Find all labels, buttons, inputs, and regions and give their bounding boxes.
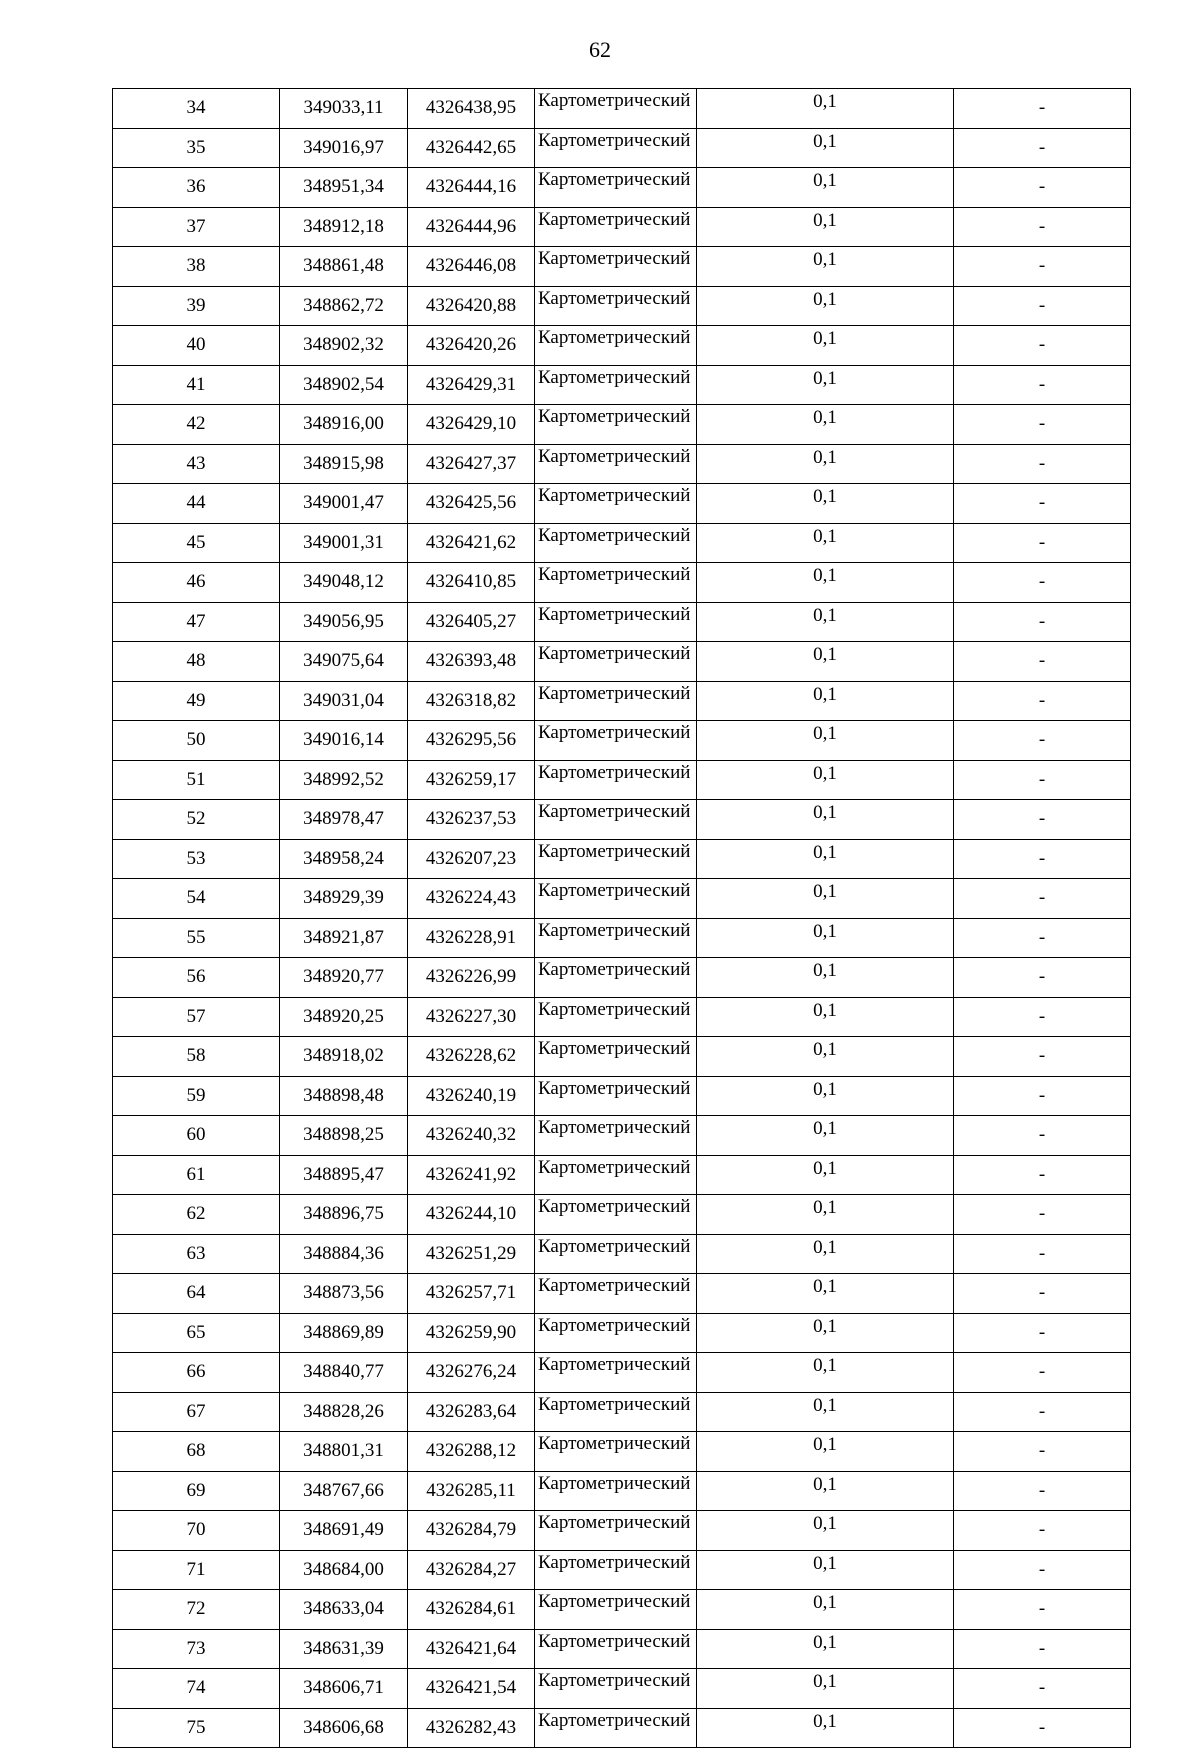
y-coordinate-cell: 4326318,82 — [408, 681, 535, 721]
table-row — [113, 1313, 1131, 1353]
table-row — [113, 1234, 1131, 1274]
method-cell: Картометрический — [535, 1353, 697, 1393]
y-coordinate-cell: 4326276,24 — [408, 1353, 535, 1393]
point-number-cell: 75 — [113, 1708, 280, 1748]
table-row — [113, 800, 1131, 840]
accuracy-cell: 0,1 — [697, 1155, 954, 1195]
table-row — [113, 1432, 1131, 1472]
x-coordinate-cell: 348902,32 — [280, 326, 408, 366]
accuracy-cell: 0,1 — [697, 839, 954, 879]
description-cell: - — [954, 89, 1131, 129]
method-cell: Картометрический — [535, 997, 697, 1037]
y-coordinate-cell: 4326442,65 — [408, 128, 535, 168]
table-row — [113, 1471, 1131, 1511]
method-cell: Картометрический — [535, 1550, 697, 1590]
y-coordinate-cell: 4326227,30 — [408, 997, 535, 1037]
description-cell: - — [954, 484, 1131, 524]
method-cell: Картометрический — [535, 1471, 697, 1511]
accuracy-cell: 0,1 — [697, 1669, 954, 1709]
x-coordinate-cell: 348898,48 — [280, 1076, 408, 1116]
accuracy-cell: 0,1 — [697, 207, 954, 247]
table-row — [113, 1708, 1131, 1748]
table-row — [113, 484, 1131, 524]
y-coordinate-cell: 4326425,56 — [408, 484, 535, 524]
method-cell: Картометрический — [535, 1076, 697, 1116]
x-coordinate-cell: 348801,31 — [280, 1432, 408, 1472]
accuracy-cell: 0,1 — [697, 760, 954, 800]
y-coordinate-cell: 4326284,79 — [408, 1511, 535, 1551]
x-coordinate-cell: 349056,95 — [280, 602, 408, 642]
method-cell: Картометрический — [535, 484, 697, 524]
accuracy-cell: 0,1 — [697, 642, 954, 682]
accuracy-cell: 0,1 — [697, 1471, 954, 1511]
method-cell: Картометрический — [535, 405, 697, 445]
table-row — [113, 721, 1131, 761]
point-number-cell: 51 — [113, 760, 280, 800]
description-cell: - — [954, 1155, 1131, 1195]
table-row — [113, 1629, 1131, 1669]
point-number-cell: 66 — [113, 1353, 280, 1393]
description-cell: - — [954, 958, 1131, 998]
x-coordinate-cell: 348631,39 — [280, 1629, 408, 1669]
point-number-cell: 58 — [113, 1037, 280, 1077]
description-cell: - — [954, 1195, 1131, 1235]
accuracy-cell: 0,1 — [697, 405, 954, 445]
x-coordinate-cell: 348684,00 — [280, 1550, 408, 1590]
accuracy-cell: 0,1 — [697, 1313, 954, 1353]
x-coordinate-cell: 348862,72 — [280, 286, 408, 326]
accuracy-cell: 0,1 — [697, 484, 954, 524]
method-cell: Картометрический — [535, 879, 697, 919]
point-number-cell: 56 — [113, 958, 280, 998]
x-coordinate-cell: 348920,25 — [280, 997, 408, 1037]
description-cell: - — [954, 1274, 1131, 1314]
point-number-cell: 52 — [113, 800, 280, 840]
y-coordinate-cell: 4326288,12 — [408, 1432, 535, 1472]
y-coordinate-cell: 4326207,23 — [408, 839, 535, 879]
method-cell: Картометрический — [535, 247, 697, 287]
x-coordinate-cell: 348958,24 — [280, 839, 408, 879]
accuracy-cell: 0,1 — [697, 1511, 954, 1551]
point-number-cell: 47 — [113, 602, 280, 642]
description-cell: - — [954, 1511, 1131, 1551]
accuracy-cell: 0,1 — [697, 1234, 954, 1274]
method-cell: Картометрический — [535, 1234, 697, 1274]
method-cell: Картометрический — [535, 721, 697, 761]
table-row — [113, 1195, 1131, 1235]
method-cell: Картометрический — [535, 128, 697, 168]
x-coordinate-cell: 348606,68 — [280, 1708, 408, 1748]
description-cell: - — [954, 1708, 1131, 1748]
y-coordinate-cell: 4326421,54 — [408, 1669, 535, 1709]
y-coordinate-cell: 4326444,16 — [408, 168, 535, 208]
accuracy-cell: 0,1 — [697, 1076, 954, 1116]
description-cell: - — [954, 997, 1131, 1037]
accuracy-cell: 0,1 — [697, 1353, 954, 1393]
x-coordinate-cell: 349016,97 — [280, 128, 408, 168]
point-number-cell: 44 — [113, 484, 280, 524]
x-coordinate-cell: 348912,18 — [280, 207, 408, 247]
point-number-cell: 46 — [113, 563, 280, 603]
accuracy-cell: 0,1 — [697, 89, 954, 129]
point-number-cell: 45 — [113, 523, 280, 563]
x-coordinate-cell: 349033,11 — [280, 89, 408, 129]
y-coordinate-cell: 4326282,43 — [408, 1708, 535, 1748]
table-row — [113, 326, 1131, 366]
description-cell: - — [954, 602, 1131, 642]
description-cell: - — [954, 326, 1131, 366]
y-coordinate-cell: 4326421,64 — [408, 1629, 535, 1669]
y-coordinate-cell: 4326410,85 — [408, 563, 535, 603]
accuracy-cell: 0,1 — [697, 1550, 954, 1590]
description-cell: - — [954, 1590, 1131, 1630]
y-coordinate-cell: 4326257,71 — [408, 1274, 535, 1314]
description-cell: - — [954, 760, 1131, 800]
y-coordinate-cell: 4326228,62 — [408, 1037, 535, 1077]
accuracy-cell: 0,1 — [697, 1432, 954, 1472]
method-cell: Картометрический — [535, 326, 697, 366]
point-number-cell: 61 — [113, 1155, 280, 1195]
method-cell: Картометрический — [535, 207, 697, 247]
y-coordinate-cell: 4326429,10 — [408, 405, 535, 445]
description-cell: - — [954, 563, 1131, 603]
accuracy-cell: 0,1 — [697, 1195, 954, 1235]
table-row — [113, 207, 1131, 247]
description-cell: - — [954, 1116, 1131, 1156]
coordinates-table — [112, 88, 1131, 1748]
y-coordinate-cell: 4326438,95 — [408, 89, 535, 129]
table-row — [113, 405, 1131, 445]
table-row — [113, 1669, 1131, 1709]
description-cell: - — [954, 405, 1131, 445]
point-number-cell: 43 — [113, 444, 280, 484]
x-coordinate-cell: 348828,26 — [280, 1392, 408, 1432]
x-coordinate-cell: 348918,02 — [280, 1037, 408, 1077]
accuracy-cell: 0,1 — [697, 1037, 954, 1077]
method-cell: Картометрический — [535, 1590, 697, 1630]
point-number-cell: 49 — [113, 681, 280, 721]
description-cell: - — [954, 1669, 1131, 1709]
x-coordinate-cell: 348916,00 — [280, 405, 408, 445]
point-number-cell: 64 — [113, 1274, 280, 1314]
accuracy-cell: 0,1 — [697, 563, 954, 603]
x-coordinate-cell: 348895,47 — [280, 1155, 408, 1195]
accuracy-cell: 0,1 — [697, 879, 954, 919]
x-coordinate-cell: 349048,12 — [280, 563, 408, 603]
accuracy-cell: 0,1 — [697, 1708, 954, 1748]
table-row — [113, 918, 1131, 958]
method-cell: Картометрический — [535, 444, 697, 484]
accuracy-cell: 0,1 — [697, 1629, 954, 1669]
table-row — [113, 89, 1131, 129]
point-number-cell: 42 — [113, 405, 280, 445]
method-cell: Картометрический — [535, 1629, 697, 1669]
table-row — [113, 286, 1131, 326]
point-number-cell: 68 — [113, 1432, 280, 1472]
accuracy-cell: 0,1 — [697, 800, 954, 840]
table-row — [113, 444, 1131, 484]
x-coordinate-cell: 348606,71 — [280, 1669, 408, 1709]
description-cell: - — [954, 1313, 1131, 1353]
x-coordinate-cell: 348873,56 — [280, 1274, 408, 1314]
point-number-cell: 60 — [113, 1116, 280, 1156]
table-row — [113, 1392, 1131, 1432]
accuracy-cell: 0,1 — [697, 168, 954, 208]
description-cell: - — [954, 1629, 1131, 1669]
point-number-cell: 59 — [113, 1076, 280, 1116]
description-cell: - — [954, 1471, 1131, 1511]
point-number-cell: 41 — [113, 365, 280, 405]
y-coordinate-cell: 4326405,27 — [408, 602, 535, 642]
point-number-cell: 34 — [113, 89, 280, 129]
accuracy-cell: 0,1 — [697, 602, 954, 642]
description-cell: - — [954, 1432, 1131, 1472]
description-cell: - — [954, 523, 1131, 563]
description-cell: - — [954, 444, 1131, 484]
x-coordinate-cell: 348898,25 — [280, 1116, 408, 1156]
point-number-cell: 72 — [113, 1590, 280, 1630]
x-coordinate-cell: 348896,75 — [280, 1195, 408, 1235]
point-number-cell: 35 — [113, 128, 280, 168]
accuracy-cell: 0,1 — [697, 958, 954, 998]
accuracy-cell: 0,1 — [697, 365, 954, 405]
description-cell: - — [954, 128, 1131, 168]
y-coordinate-cell: 4326285,11 — [408, 1471, 535, 1511]
table-row — [113, 1274, 1131, 1314]
y-coordinate-cell: 4326295,56 — [408, 721, 535, 761]
y-coordinate-cell: 4326420,88 — [408, 286, 535, 326]
x-coordinate-cell: 348921,87 — [280, 918, 408, 958]
accuracy-cell: 0,1 — [697, 918, 954, 958]
accuracy-cell: 0,1 — [697, 681, 954, 721]
table-row — [113, 681, 1131, 721]
method-cell: Картометрический — [535, 642, 697, 682]
table-row — [113, 839, 1131, 879]
point-number-cell: 70 — [113, 1511, 280, 1551]
table-row — [113, 1590, 1131, 1630]
method-cell: Картометрический — [535, 1511, 697, 1551]
table-row — [113, 247, 1131, 287]
y-coordinate-cell: 4326224,43 — [408, 879, 535, 919]
y-coordinate-cell: 4326244,10 — [408, 1195, 535, 1235]
y-coordinate-cell: 4326444,96 — [408, 207, 535, 247]
method-cell: Картометрический — [535, 1274, 697, 1314]
x-coordinate-cell: 348691,49 — [280, 1511, 408, 1551]
y-coordinate-cell: 4326228,91 — [408, 918, 535, 958]
x-coordinate-cell: 348920,77 — [280, 958, 408, 998]
point-number-cell: 40 — [113, 326, 280, 366]
x-coordinate-cell: 348929,39 — [280, 879, 408, 919]
description-cell: - — [954, 839, 1131, 879]
description-cell: - — [954, 721, 1131, 761]
method-cell: Картометрический — [535, 89, 697, 129]
point-number-cell: 39 — [113, 286, 280, 326]
point-number-cell: 50 — [113, 721, 280, 761]
method-cell: Картометрический — [535, 1155, 697, 1195]
method-cell: Картометрический — [535, 563, 697, 603]
table-row — [113, 365, 1131, 405]
description-cell: - — [954, 800, 1131, 840]
table-row — [113, 1155, 1131, 1195]
table-row — [113, 879, 1131, 919]
y-coordinate-cell: 4326241,92 — [408, 1155, 535, 1195]
method-cell: Картометрический — [535, 1708, 697, 1748]
x-coordinate-cell: 349001,31 — [280, 523, 408, 563]
table-row — [113, 1116, 1131, 1156]
description-cell: - — [954, 1037, 1131, 1077]
table-row — [113, 168, 1131, 208]
y-coordinate-cell: 4326446,08 — [408, 247, 535, 287]
point-number-cell: 37 — [113, 207, 280, 247]
accuracy-cell: 0,1 — [697, 1274, 954, 1314]
y-coordinate-cell: 4326429,31 — [408, 365, 535, 405]
x-coordinate-cell: 348951,34 — [280, 168, 408, 208]
method-cell: Картометрический — [535, 1313, 697, 1353]
x-coordinate-cell: 348978,47 — [280, 800, 408, 840]
y-coordinate-cell: 4326251,29 — [408, 1234, 535, 1274]
y-coordinate-cell: 4326420,26 — [408, 326, 535, 366]
method-cell: Картометрический — [535, 760, 697, 800]
point-number-cell: 67 — [113, 1392, 280, 1432]
description-cell: - — [954, 365, 1131, 405]
y-coordinate-cell: 4326237,53 — [408, 800, 535, 840]
y-coordinate-cell: 4326226,99 — [408, 958, 535, 998]
accuracy-cell: 0,1 — [697, 1590, 954, 1630]
method-cell: Картометрический — [535, 1116, 697, 1156]
method-cell: Картометрический — [535, 958, 697, 998]
description-cell: - — [954, 642, 1131, 682]
y-coordinate-cell: 4326284,27 — [408, 1550, 535, 1590]
x-coordinate-cell: 349016,14 — [280, 721, 408, 761]
method-cell: Картометрический — [535, 1195, 697, 1235]
point-number-cell: 57 — [113, 997, 280, 1037]
point-number-cell: 36 — [113, 168, 280, 208]
method-cell: Картометрический — [535, 1432, 697, 1472]
y-coordinate-cell: 4326240,32 — [408, 1116, 535, 1156]
description-cell: - — [954, 1234, 1131, 1274]
y-coordinate-cell: 4326259,90 — [408, 1313, 535, 1353]
x-coordinate-cell: 348884,36 — [280, 1234, 408, 1274]
method-cell: Картометрический — [535, 523, 697, 563]
x-coordinate-cell: 348861,48 — [280, 247, 408, 287]
description-cell: - — [954, 247, 1131, 287]
point-number-cell: 38 — [113, 247, 280, 287]
point-number-cell: 69 — [113, 1471, 280, 1511]
x-coordinate-cell: 348767,66 — [280, 1471, 408, 1511]
table-row — [113, 128, 1131, 168]
accuracy-cell: 0,1 — [697, 286, 954, 326]
accuracy-cell: 0,1 — [697, 444, 954, 484]
method-cell: Картометрический — [535, 1669, 697, 1709]
point-number-cell: 63 — [113, 1234, 280, 1274]
method-cell: Картометрический — [535, 1392, 697, 1432]
coordinates-table-body — [113, 89, 1131, 1748]
accuracy-cell: 0,1 — [697, 523, 954, 563]
x-coordinate-cell: 349075,64 — [280, 642, 408, 682]
y-coordinate-cell: 4326393,48 — [408, 642, 535, 682]
description-cell: - — [954, 207, 1131, 247]
accuracy-cell: 0,1 — [697, 247, 954, 287]
page-number: 62 — [589, 37, 611, 62]
method-cell: Картометрический — [535, 918, 697, 958]
y-coordinate-cell: 4326421,62 — [408, 523, 535, 563]
method-cell: Картометрический — [535, 602, 697, 642]
description-cell: - — [954, 879, 1131, 919]
method-cell: Картометрический — [535, 839, 697, 879]
description-cell: - — [954, 681, 1131, 721]
description-cell: - — [954, 918, 1131, 958]
point-number-cell: 53 — [113, 839, 280, 879]
description-cell: - — [954, 1353, 1131, 1393]
accuracy-cell: 0,1 — [697, 721, 954, 761]
x-coordinate-cell: 348915,98 — [280, 444, 408, 484]
point-number-cell: 74 — [113, 1669, 280, 1709]
method-cell: Картометрический — [535, 365, 697, 405]
accuracy-cell: 0,1 — [697, 997, 954, 1037]
x-coordinate-cell: 349031,04 — [280, 681, 408, 721]
accuracy-cell: 0,1 — [697, 1392, 954, 1432]
description-cell: - — [954, 1392, 1131, 1432]
table-row — [113, 523, 1131, 563]
description-cell: - — [954, 1076, 1131, 1116]
table-row — [113, 1353, 1131, 1393]
x-coordinate-cell: 348840,77 — [280, 1353, 408, 1393]
y-coordinate-cell: 4326240,19 — [408, 1076, 535, 1116]
accuracy-cell: 0,1 — [697, 128, 954, 168]
x-coordinate-cell: 348633,04 — [280, 1590, 408, 1630]
table-row — [113, 642, 1131, 682]
x-coordinate-cell: 349001,47 — [280, 484, 408, 524]
x-coordinate-cell: 348992,52 — [280, 760, 408, 800]
method-cell: Картометрический — [535, 1037, 697, 1077]
table-row — [113, 602, 1131, 642]
accuracy-cell: 0,1 — [697, 326, 954, 366]
y-coordinate-cell: 4326284,61 — [408, 1590, 535, 1630]
table-row — [113, 958, 1131, 998]
y-coordinate-cell: 4326259,17 — [408, 760, 535, 800]
table-row — [113, 1550, 1131, 1590]
point-number-cell: 71 — [113, 1550, 280, 1590]
y-coordinate-cell: 4326283,64 — [408, 1392, 535, 1432]
table-row — [113, 1511, 1131, 1551]
table-row — [113, 760, 1131, 800]
point-number-cell: 62 — [113, 1195, 280, 1235]
table-row — [113, 997, 1131, 1037]
method-cell: Картометрический — [535, 168, 697, 208]
description-cell: - — [954, 286, 1131, 326]
table-row — [113, 1037, 1131, 1077]
table-row — [113, 563, 1131, 603]
point-number-cell: 73 — [113, 1629, 280, 1669]
method-cell: Картометрический — [535, 286, 697, 326]
accuracy-cell: 0,1 — [697, 1116, 954, 1156]
point-number-cell: 55 — [113, 918, 280, 958]
description-cell: - — [954, 168, 1131, 208]
point-number-cell: 54 — [113, 879, 280, 919]
point-number-cell: 48 — [113, 642, 280, 682]
point-number-cell: 65 — [113, 1313, 280, 1353]
x-coordinate-cell: 348869,89 — [280, 1313, 408, 1353]
description-cell: - — [954, 1550, 1131, 1590]
y-coordinate-cell: 4326427,37 — [408, 444, 535, 484]
method-cell: Картометрический — [535, 800, 697, 840]
method-cell: Картометрический — [535, 681, 697, 721]
x-coordinate-cell: 348902,54 — [280, 365, 408, 405]
table-row — [113, 1076, 1131, 1116]
